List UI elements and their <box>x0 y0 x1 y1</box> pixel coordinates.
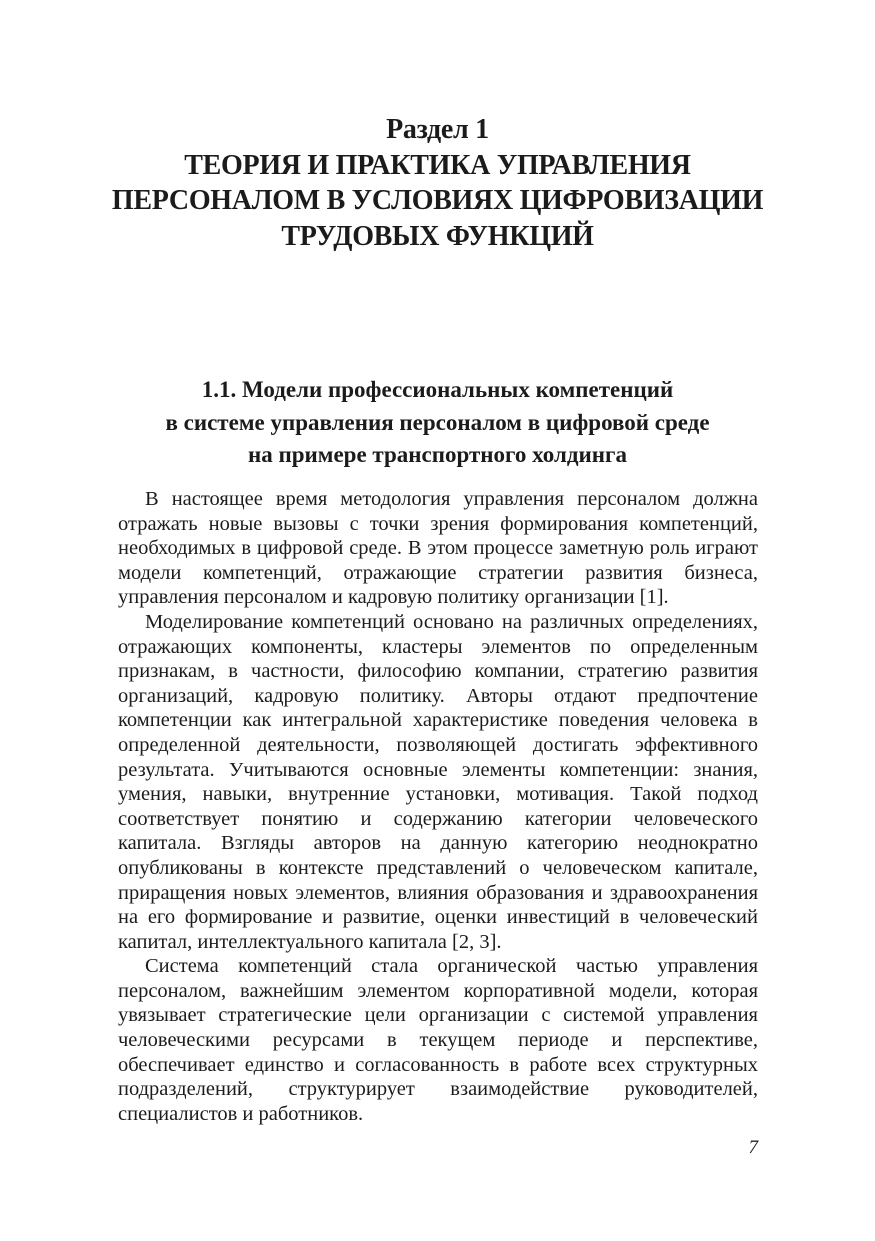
chapter-heading <box>78 112 798 254</box>
chapter-label: Раздел 1 <box>386 114 489 145</box>
section-heading <box>88 374 788 472</box>
chapter-title-line-3: ТРУДОВЫХ ФУНКЦИЙ <box>281 220 594 252</box>
paragraph-2: Моделирование компетенций основано на различных определениях, отражающих компоненты, кластеры элементов по определенным признакам, в частности, философию компании, стратегию развития организаций, кадровую политику. Авторы отдают предпочтение компетенции как интегральной характеристике поведения человека в определенной деятельности, позволяющей достигать эффективного результата. Учитываются основные элементы компетенции: знания, умения, навыки, внутренние установки, мотивация. Такой подход соответствует понятию и содержанию категории человеческого капитала. Взгляды авторов на данную категорию неоднократно опубликованы в контексте представлений о человеческом капитале, приращения новых элементов, влияния образования и здравоохранения на его формирование и развитие, оценки инвестиций в человеческий капитал, интеллектуального капитала [2, 3]. <box>118 610 758 953</box>
body-text <box>118 487 758 1126</box>
paragraph-3: Система компетенций стала органической частью управления персоналом, важнейшим элементом корпоративной модели, которая увязывает стратегические цели организации с системой управления человеческими ресурсами в текущем периоде и перспективе, обеспечивает единство и согласованность в работе всех структурных подразделений, структурирует взаимодействие руководителей, специалистов и работников. <box>118 955 758 1125</box>
section-title-line-2: в системе управления персоналом в цифровой среде <box>165 409 710 435</box>
chapter-title-line-1: ТЕОРИЯ И ПРАКТИКА УПРАВЛЕНИЯ <box>184 149 691 181</box>
section-title-line-3: на примере транспортного холдинга <box>248 442 627 467</box>
page-number: 7 <box>748 1137 758 1158</box>
paragraph-1: В настоящее время методология управления персоналом должна отражать новые вызовы с точки зрения формирования компетенций, необходимых в цифровой среде. В этом процессе заметную роль играют модели компетенций, отражающие стратегии развития бизнеса, управления персоналом и кадровую политику организации [1]. <box>118 488 758 609</box>
chapter-title-line-2: ПЕРСОНАЛОМ В УСЛОВИЯХ ЦИФРОВИЗАЦИИ <box>111 185 764 216</box>
section-title-line-1: 1.1. Модели профессиональных компетенций <box>201 377 674 402</box>
